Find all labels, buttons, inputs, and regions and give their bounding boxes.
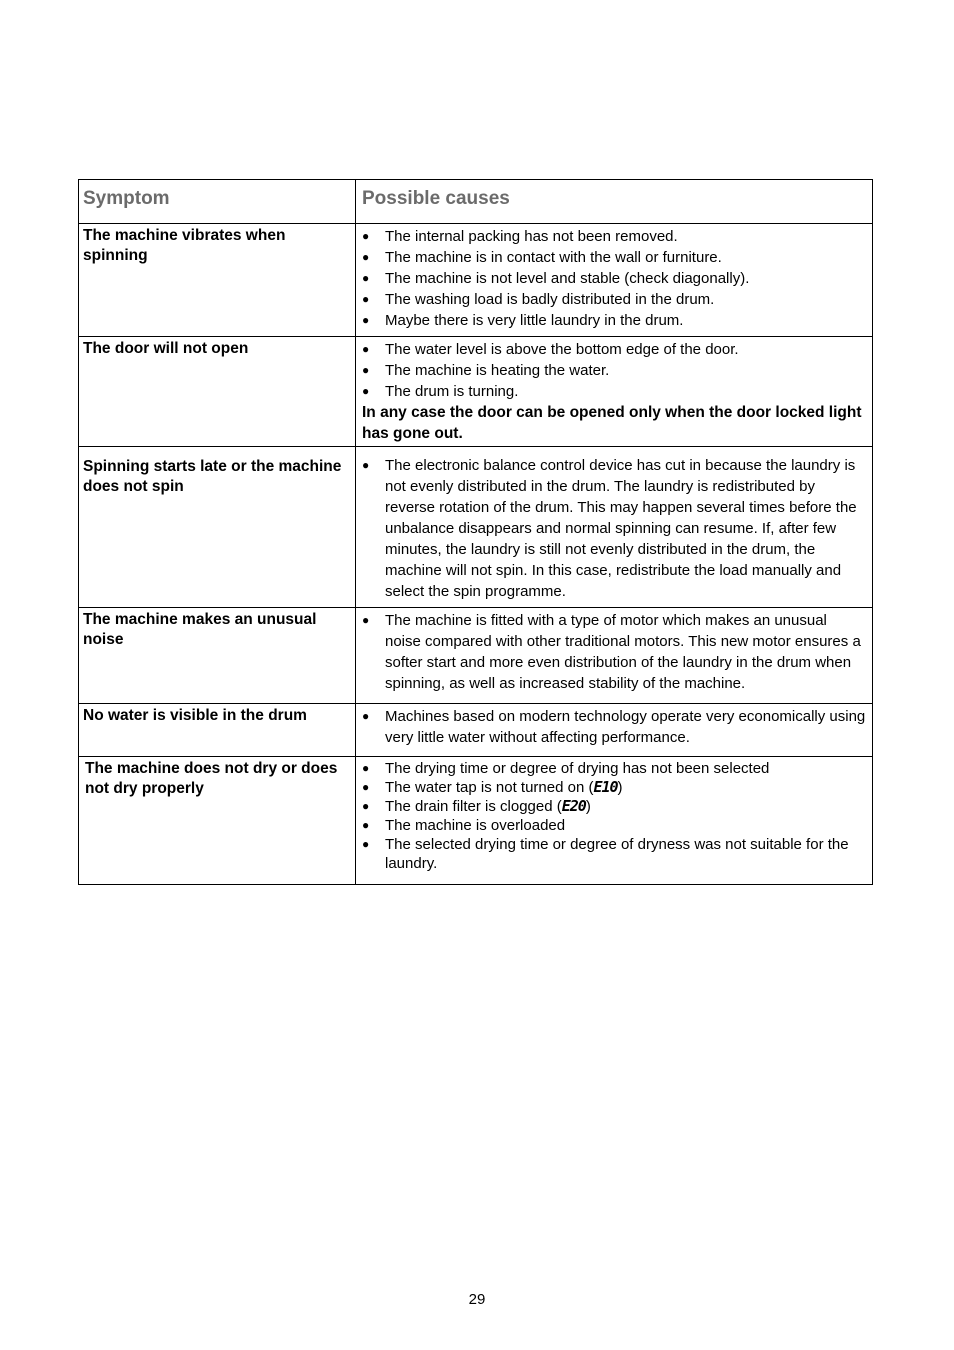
- cause-item: ● The washing load is badly distributed in the drum.: [362, 289, 866, 310]
- causes-cell: [356, 224, 872, 336]
- cause-item: ● The water tap is not turned on (E10): [362, 778, 866, 797]
- symptom-cell: [79, 757, 356, 884]
- cause-item: ● The machine is in contact with the wall or furniture.: [362, 247, 866, 268]
- cause-item: ● The machine is fitted with a type of motor which makes an unusual noise compared with other traditional motors. This new motor ensures a softer start and more even distribution of the laundry in the drum when spinning, as well as increased stability of the machine.: [362, 610, 866, 694]
- cause-item: ● The drying time or degree of drying has not been selected: [362, 759, 866, 778]
- table-row: [79, 446, 872, 607]
- cause-item: ● The machine is overloaded: [362, 816, 866, 835]
- causes-column-header: Possible causes: [362, 188, 510, 209]
- cause-item: ● The drain filter is clogged (E20): [362, 797, 866, 816]
- symptom-text: The machine does not dry or does not dry properly: [85, 760, 338, 797]
- cause-item: ● Machines based on modern technology operate very economically using very little water without affecting performance.: [362, 706, 866, 748]
- table-row: [79, 336, 872, 446]
- cause-item: ● The internal packing has not been removed.: [362, 226, 866, 247]
- causes-list: [362, 759, 866, 873]
- causes-cell: [356, 447, 872, 607]
- causes-cell: [356, 704, 872, 756]
- symptom-text: The machine vibrates when spinning: [83, 227, 286, 264]
- symptom-text: No water is visible in the drum: [83, 707, 307, 724]
- error-code-e20: E20: [561, 797, 586, 815]
- causes-list: [362, 706, 866, 748]
- door-lock-note: In any case the door can be opened only when the door locked light has gone out.: [362, 404, 862, 442]
- symptom-column-header: Symptom: [79, 180, 356, 223]
- symptom-cell: [79, 447, 356, 607]
- symptom-cell: [79, 337, 356, 446]
- cause-item: ● The machine is not level and stable (check diagonally).: [362, 268, 866, 289]
- cause-item: ● The selected drying time or degree of dryness was not suitable for the laundry.: [362, 835, 866, 873]
- cause-item: ● The electronic balance control device has cut in because the laundry is not evenly distributed in the drum. The laundry is redistributed by reverse rotation of the drum. This may happen several times before the unbalance disappears and normal spinning can resume. If, after few minutes, the laundry is still not evenly distributed in the drum, the machine will not spin. In this case, redistribute the load manually and select the spin programme.: [362, 455, 866, 602]
- causes-list: [362, 226, 866, 331]
- symptom-text: The machine makes an unusual noise: [83, 611, 317, 648]
- table-row: [79, 223, 872, 336]
- table-row: [79, 703, 872, 756]
- symptom-cell: [79, 704, 356, 756]
- cause-item: ● Maybe there is very little laundry in the drum.: [362, 310, 866, 331]
- symptom-cell: [79, 608, 356, 703]
- table-row: [79, 756, 872, 884]
- error-code-e10: E10: [593, 778, 618, 796]
- causes-list: [362, 339, 866, 402]
- symptom-text: The door will not open: [83, 340, 249, 357]
- table-row: [79, 607, 872, 703]
- cause-item: ● The water level is above the bottom edge of the door.: [362, 339, 866, 360]
- symptom-cell: [79, 224, 356, 336]
- page-number: 29: [468, 1291, 486, 1308]
- symptom-text: Spinning starts late or the machine does not spin: [83, 458, 342, 495]
- causes-list: [362, 610, 866, 694]
- table-header-row: [79, 180, 872, 223]
- causes-cell: [356, 337, 872, 446]
- cause-item: ● The drum is turning.: [362, 381, 866, 402]
- troubleshooting-table: [78, 179, 873, 885]
- causes-cell: [356, 608, 872, 703]
- cause-item: ● The machine is heating the water.: [362, 360, 866, 381]
- causes-cell: [356, 757, 872, 884]
- causes-list: [362, 455, 866, 602]
